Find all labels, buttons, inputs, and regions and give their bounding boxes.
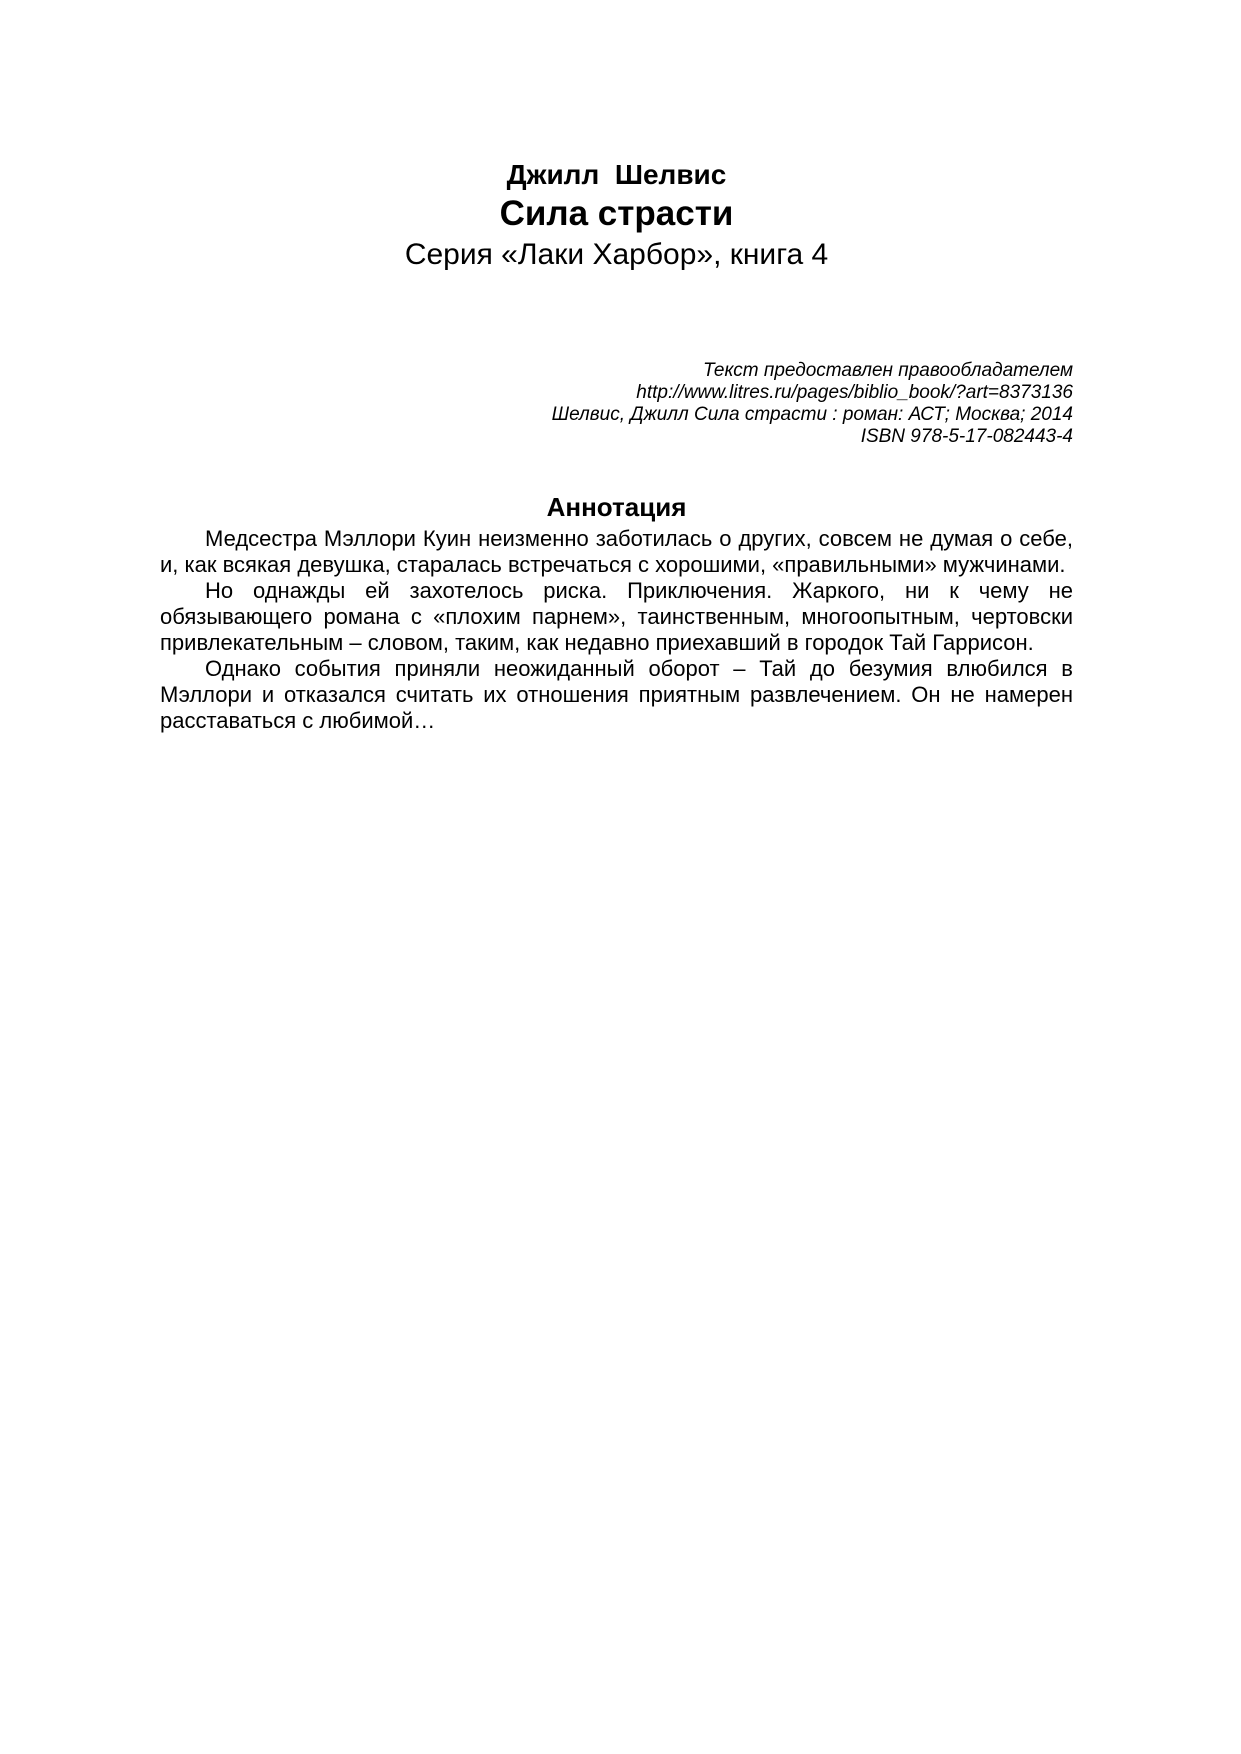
book-author: Джилл Шелвис: [506, 159, 727, 190]
annotation-paragraph: Медсестра Мэллори Куин неизменно заботилась о других, совсем не думая о себе, и, как всякая девушка, старалась встречаться с хорошими, «правильными» мужчинами.: [160, 526, 1073, 577]
title-block: [160, 158, 1073, 274]
book-series: Серия «Лаки Харбор», книга 4: [404, 238, 829, 271]
annotation-paragraph: Однако события приняли неожиданный оборот – Тай до безумия влюбился в Мэллори и отказался считать их отношения приятным развлечением. Он не намерен расставаться с любимой…: [160, 656, 1073, 733]
publication-info: [160, 360, 1073, 448]
publication-provided-line: Текст предоставлен правообладателем: [702, 360, 1073, 381]
annotation-heading: Аннотация: [546, 492, 687, 522]
publication-imprint-line: Шелвис, Джилл Сила страсти : роман: АСТ; Москва; 2014: [551, 404, 1073, 425]
annotation-paragraph: Но однажды ей захотелось риска. Приключения. Жаркого, ни к чему не обязывающего романа с «плохим парнем», таинственным, многоопытным, чертовски привлекательным – словом, таким, как недавно приехавший в городок Тай Гаррисон.: [160, 578, 1073, 655]
book-title: Сила страсти: [499, 194, 734, 233]
publication-url-line: http://www.litres.ru/pages/biblio_book/?art=8373136: [636, 382, 1073, 403]
publication-isbn-line: ISBN 978-5-17-082443-4: [860, 426, 1073, 447]
annotation-body: [160, 526, 1073, 734]
